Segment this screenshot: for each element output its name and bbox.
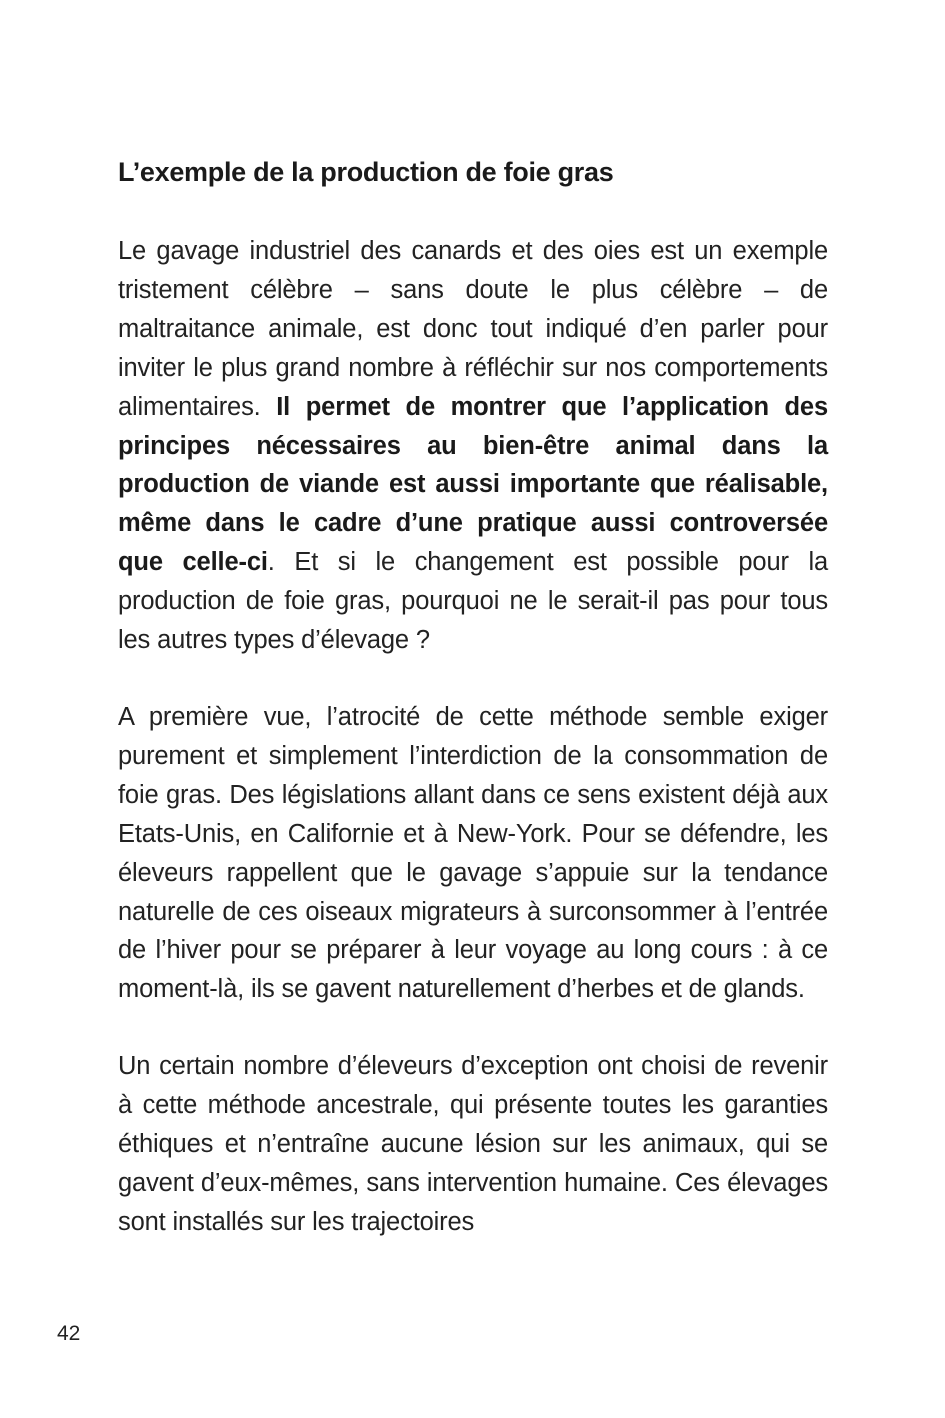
- paragraph-1-emphasis: Il permet de montrer que l’application des principes nécessaires au bien-être animal dans la production de viande est aussi importante que réalisable, même dans le cadre d’une pratique aussi controversée que celle-ci: [118, 392, 828, 577]
- paragraph-3: Un certain nombre d’éleveurs d’exception ont choisi de revenir à cette méthode ancestrale, qui présente toutes les garanties éthiques et n’entraîne aucune lésion sur les animaux, qui se gavent d’eux-mêmes, sans intervention humaine. Ces élevages sont installés sur les trajectoires: [118, 1052, 828, 1236]
- paragraph-1: [118, 232, 828, 660]
- paragraph-1-end: . Et si le changement est possible pour la production de foie gras, pourquoi ne le serait-il pas pour tous les autres types d’élevage ?: [118, 548, 828, 655]
- page-number: 42: [57, 1322, 81, 1345]
- paragraph-2: A première vue, l’atrocité de cette méthode semble exiger purement et simplement l’interdiction de la consommation de foie gras. Des législations allant dans ce sens existent déjà aux Etats-Unis, en Californie et à New-York. Pour se défendre, les éleveurs rappellent que le gavage s’appuie sur la tendance naturelle de ces oiseaux migrateurs à surconsommer à l’entrée de l’hiver pour se préparer à leur voyage au long cours : à ce moment-là, ils se gavent naturellement d’herbes et de glands.: [118, 702, 828, 1004]
- page-content: [118, 150, 828, 1242]
- section-heading: L’exemple de la production de foie gras: [118, 157, 614, 187]
- paragraph-1-start: Le gavage industriel des canards et des oies est un exemple tristement célèbre – sans doute le plus célèbre – de maltraitance animale, est donc tout indiqué d’en parler pour inviter le plus grand nombre à réfléchir sur nos comportements alimentaires.: [118, 237, 828, 421]
